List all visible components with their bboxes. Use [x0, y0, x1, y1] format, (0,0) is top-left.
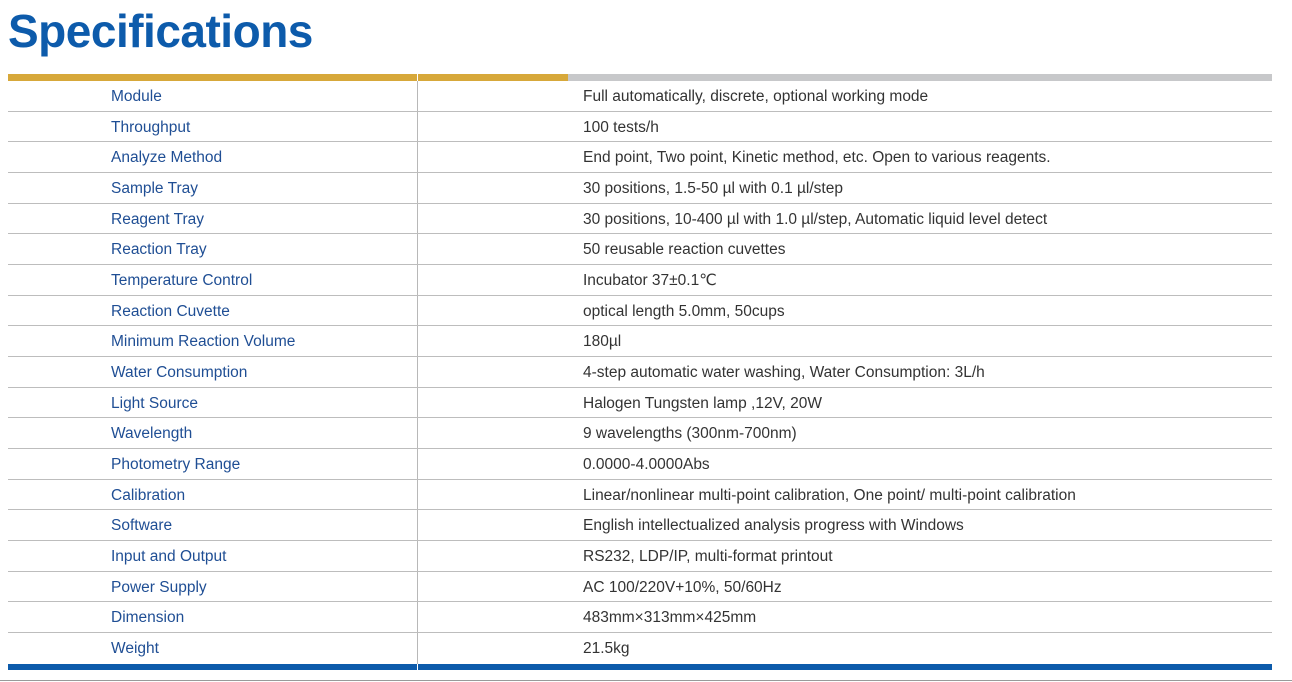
spec-rows — [8, 81, 1272, 664]
spec-value: 0.0000-4.0000Abs — [583, 456, 710, 474]
table-row — [8, 572, 1272, 603]
spec-label: Temperature Control — [111, 272, 253, 290]
top-rule-gold-right — [418, 74, 568, 81]
spec-label: Dimension — [111, 609, 185, 627]
table-row — [8, 204, 1272, 235]
spec-label: Module — [111, 88, 162, 105]
table-row — [8, 357, 1272, 388]
top-rule-gray — [568, 74, 1272, 81]
top-rule — [8, 74, 1272, 81]
table-row — [8, 510, 1272, 541]
table-row — [8, 142, 1272, 173]
spec-label: Analyze Method — [111, 149, 223, 167]
spec-label: Water Consumption — [111, 364, 248, 382]
spec-value: 9 wavelengths (300nm-700nm) — [583, 425, 797, 443]
spec-value: 483mm×313mm×425mm — [583, 609, 757, 627]
table-row — [8, 602, 1272, 633]
table-row — [8, 388, 1272, 419]
spec-value: 100 tests/h — [583, 118, 659, 136]
table-row — [8, 480, 1272, 511]
spec-label: Reaction Cuvette — [111, 302, 230, 320]
spec-value: AC 100/220V+10%, 50/60Hz — [583, 578, 782, 596]
table-row — [8, 173, 1272, 204]
table-row — [8, 81, 1272, 112]
spec-label: Software — [111, 517, 173, 535]
spec-value: 180µl — [583, 333, 622, 351]
spec-label: Sample Tray — [111, 180, 199, 198]
spec-label: Reaction Tray — [111, 241, 207, 259]
spec-value: 50 reusable reaction cuvettes — [583, 241, 786, 259]
table-row — [8, 449, 1272, 480]
spec-label: Photometry Range — [111, 456, 241, 474]
spec-value: Full automatically, discrete, optional working mode — [583, 88, 929, 105]
spec-value: Halogen Tungsten lamp ,12V, 20W — [583, 394, 822, 412]
table-row — [8, 234, 1272, 265]
spec-value: 21.5kg — [583, 640, 630, 658]
bottom-rule — [8, 664, 1272, 670]
page-bottom-line — [0, 680, 1292, 681]
spec-value: English intellectualized analysis progress with Windows — [583, 517, 964, 535]
spec-value: 4-step automatic water washing, Water Consumption: 3L/h — [583, 364, 985, 382]
top-rule-gold-left — [8, 74, 417, 81]
spec-value: 30 positions, 1.5-50 µl with 0.1 µl/step — [583, 180, 843, 198]
table-row — [8, 418, 1272, 449]
spec-label: Reagent Tray — [111, 210, 205, 228]
spec-value: End point, Two point, Kinetic method, etc. Open to various reagents. — [583, 149, 1051, 167]
spec-value: Incubator 37±0.1℃ — [583, 272, 717, 290]
table-row — [8, 633, 1272, 664]
spec-label: Calibration — [111, 486, 186, 504]
spec-label: Weight — [111, 640, 159, 658]
spec-value: Linear/nonlinear multi-point calibration, One point/ multi-point calibration — [583, 486, 1076, 504]
spec-label: Power Supply — [111, 578, 207, 596]
spec-value: 30 positions, 10-400 µl with 1.0 µl/step, Automatic liquid level detect — [583, 210, 1048, 228]
spec-label: Input and Output — [111, 548, 227, 566]
spec-table — [8, 74, 1272, 670]
table-row — [8, 326, 1272, 357]
spec-label: Throughput — [111, 118, 191, 136]
spec-label: Wavelength — [111, 425, 193, 443]
table-row — [8, 112, 1272, 143]
spec-value: RS232, LDP/IP, multi-format printout — [583, 548, 833, 566]
table-row — [8, 265, 1272, 296]
page-title: Specifications — [8, 5, 313, 57]
table-row — [8, 541, 1272, 572]
spec-label: Light Source — [111, 394, 199, 412]
spec-label: Minimum Reaction Volume — [111, 333, 296, 351]
table-row — [8, 296, 1272, 327]
spec-value: optical length 5.0mm, 50cups — [583, 302, 785, 320]
